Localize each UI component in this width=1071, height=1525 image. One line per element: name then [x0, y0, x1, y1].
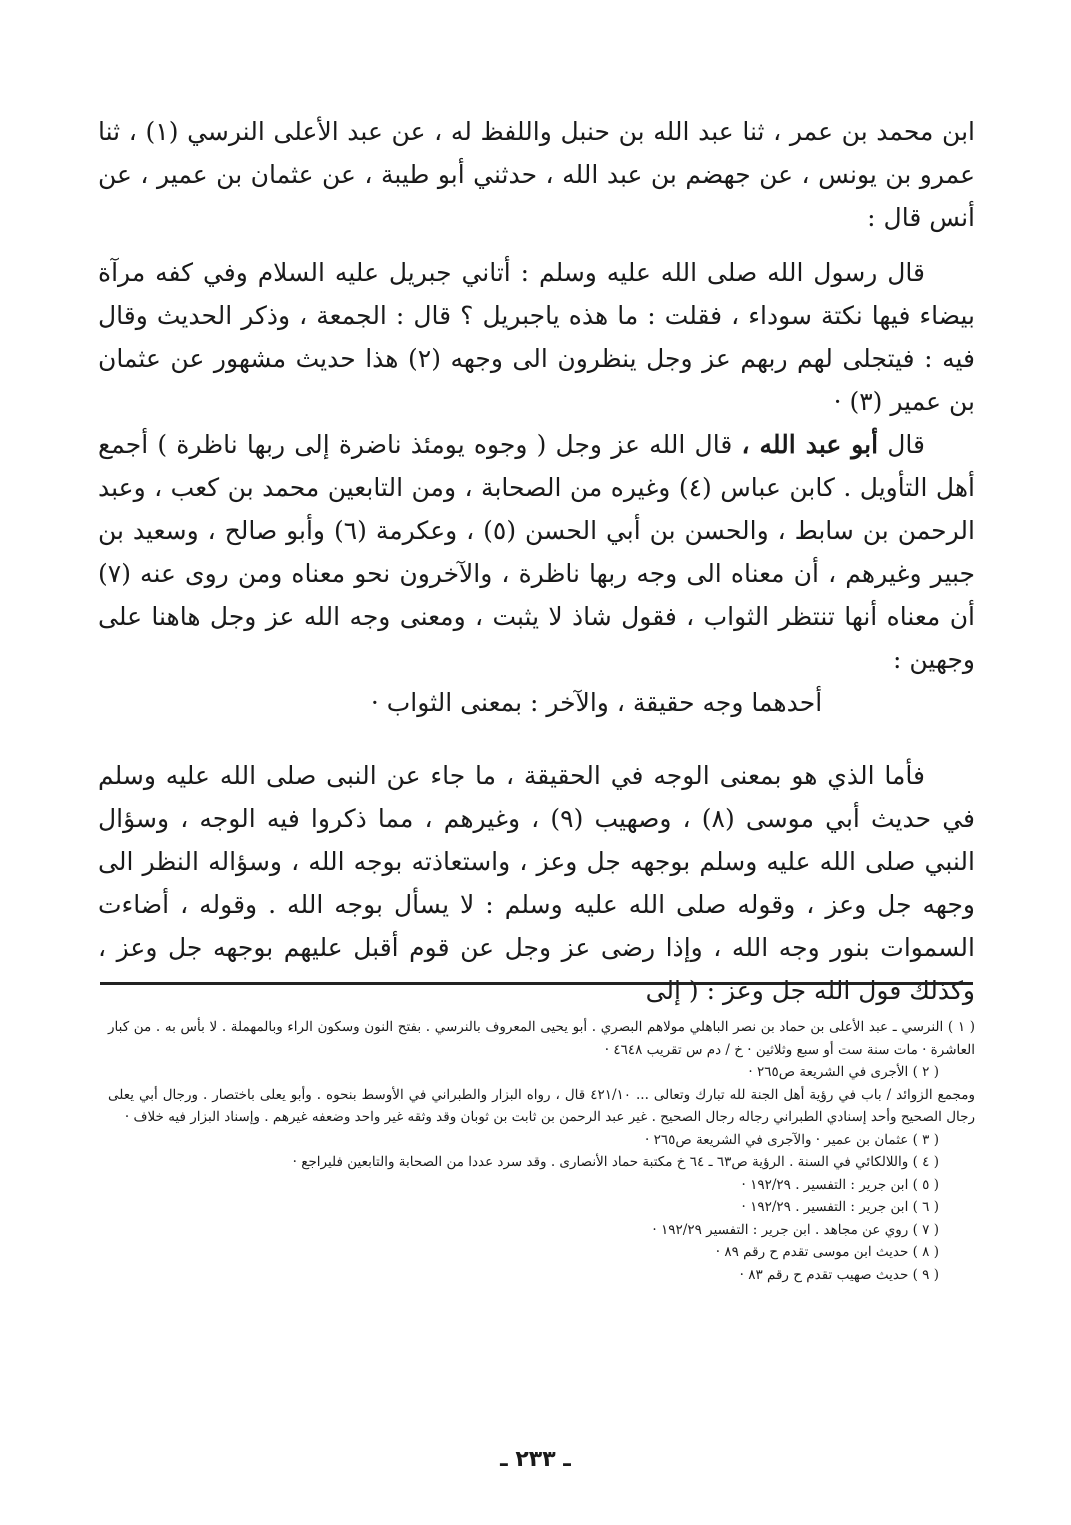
footnote-4: ( ٤ ) واللالكائي في السنة . الرؤية ص٦٣ ـ ٦٤ خ مكتبة حماد الأنصارى . وقد سرد عددا من الصحابة والتابعين فليراجع · — [292, 1154, 939, 1170]
commentary-prefix: قال — [887, 430, 925, 459]
footnote-2-continued: ومجمع الزوائد / باب في رؤية أهل الجنة لله تبارك وتعالى ... ٤٢١/١٠ قال ، رواه البزار والطبراني في الأوسط بنحوه . وأبو يعلى باختصار . ورجال أبي يعلى رجال الصحيح وأحد إسنادي الطبراني رجاله رجال الصحيح . غير عبد الرحمن بن ثابت بن ثوبان وقد وثقه غير واحد وضعفه غيرهم . وإسناد البزار فيه خلاف · — [108, 1086, 975, 1125]
footnote-2: ( ٢ ) الأجرى في الشريعة ص٢٦٥ · — [748, 1064, 939, 1080]
footnote-6: ( ٦ ) ابن جرير : التفسير . ١٩٢/٢٩ · — [741, 1199, 939, 1215]
paragraph-real-face: فأما الذي هو بمعنى الوجه في الحقيقة ، ما جاء عن النبى صلى الله عليه وسلم في حديث أبي موسى (٨) ، وصهيب (٩) ، وغيرهم ، مما ذكروا فيه الوجه ، وسؤال النبي صلى الله عليه وسلم بوجهه جل وعز ، واستعاذته بوجه الله ، وسؤاله النظر الى وجهه جل وعز ، وقوله صلى الله عليه وسلم : لا يسأل بوجه الله . وقوله ، أضاءت السموات بنور وجه الله ، وإذا رضى عز وجل عن قوم أقبل عليهم بوجهه جل وعز ، وكذلك قول الله جل وعز : ( إلى — [98, 761, 976, 1005]
footnotes — [108, 1016, 975, 1286]
paragraph-hadith: قال رسول الله صلى الله عليه وسلم : أتاني جبريل عليه السلام وفي كفه مرآة بيضاء فيها نكتة سوداء ، فقلت : ما هذه ياجبريل ؟ قال : الجمعة ، وذكر الحديث وقال فيه : فيتجلى لهم ربهم عز وجل ينظرون الى وجهه (٢) هذا حديث مشهور عن عثمان بن عمير (٣) · — [98, 258, 975, 416]
footnote-7: ( ٧ ) روي عن مجاهد . ابن جرير : التفسير ١٩٢/٢٩ · — [652, 1221, 939, 1238]
footnote-8: ( ٨ ) حديث ابن موسى تقدم ح رقم ٨٩ · — [715, 1244, 939, 1260]
paragraph-two-aspects: أحدهما وجه حقيقة ، والآخر : بمعنى الثواب · — [370, 688, 823, 717]
footnote-1: ( ١ ) النرسي ـ عبد الأعلى بن حماد بن نصر الباهلي مولاهم البصري . أبو يحيى المعروف بالنرسي . بفتح النون وسكون الراء وبالمهملة . لا بأس به . من كبار العاشرة · مات سنة ست أو سبع وثلاثين · خ / دم س تقريب ٤٦٤٨ · — [108, 1019, 976, 1058]
page-number: ـ ٢٣٣ ـ — [500, 1447, 571, 1472]
paragraph-commentary — [98, 423, 975, 681]
paragraph-isnad: ابن محمد بن عمر ، ثنا عبد الله بن حنبل واللفظ له ، عن عبد الأعلى النرسي (١) ، ثنا عمرو بن يونس ، عن جهضم بن عبد الله ، حدثني أبو طيبة ، عن عثمان بن عمير ، عن أنس قال : — [98, 117, 975, 232]
footnote-3: ( ٣ ) عثمان بن عمير · والآجرى في الشريعة ص٢٦٥ · — [645, 1131, 939, 1148]
footnote-9: ( ٩ ) حديث صهيب تقدم ح رقم ٨٣ · — [739, 1266, 939, 1283]
footnote-5: ( ٥ ) ابن جرير : التفسير . ١٩٢/٢٩ · — [741, 1176, 939, 1193]
author-name: أبو عبد الله ، — [741, 430, 879, 459]
commentary-body: قال الله عز وجل ( وجوه يومئذ ناضرة إلى ربها ناظرة ) أجمع أهل التأويل . كابن عباس (٤) وغيره من الصحابة ، ومن التابعين محمد بن كعب ، وعبد الرحمن بن سابط ، والحسن بن أبي الحسن (٥) ، وعكرمة (٦) وأبو صالح ، وسعيد بن جبير وغيرهم ، أن معناه الى وجه ربها ناظرة ، والآخرون نحو معناه ومن روى عنه (٧) أن معناه أنها تنتظر الثواب ، فقول شاذ لا يثبت ، ومعنى وجه الله عز وجل هاهنا على وجهين : — [98, 430, 975, 674]
footnote-separator — [100, 982, 973, 985]
main-text — [98, 110, 975, 1012]
